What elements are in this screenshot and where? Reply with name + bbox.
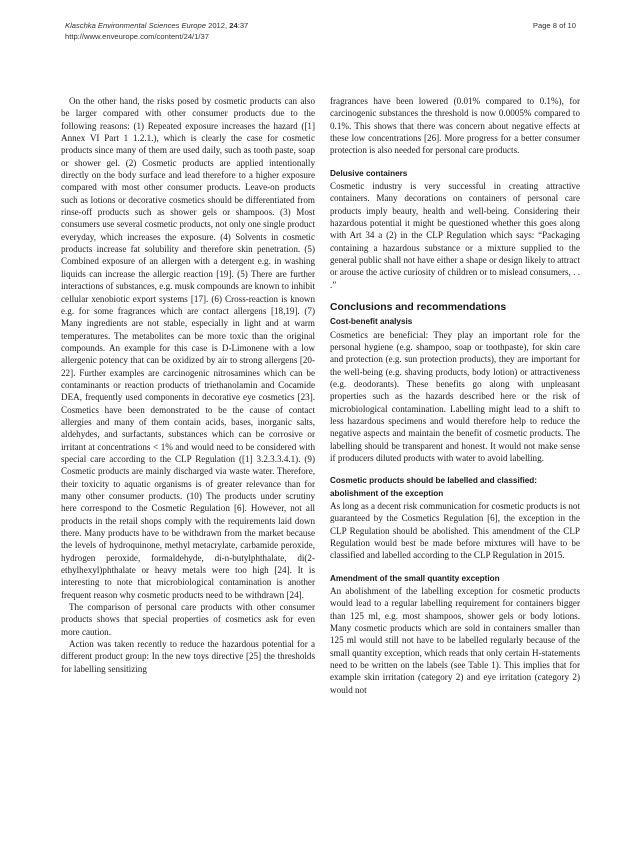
right-column: [330, 95, 580, 696]
paragraph-fragrances: fragrances have been lowered (0.01% compared to 0.1%), for carcinogenic substances the threshold is now 0.0005% compared to 0.1%. This shows that there was concern about negative effects at these low concentrations [26]. More progress for a better consumer protection is also needed for personal care products.: [330, 96, 580, 156]
heading-small-quantity: Amendment of the small quantity exception: [330, 573, 500, 583]
running-header: [65, 20, 576, 42]
heading-conclusions: Conclusions and recommendations: [330, 302, 507, 314]
heading-delusive-containers: Delusive containers: [330, 168, 408, 178]
page-number: Page 8 of 10: [532, 21, 576, 30]
heading-cost-benefit: Cost-benefit analysis: [330, 317, 413, 327]
heading-labelled-classified: Cosmetic products should be labelled and classified: abolishment of the exception: [330, 476, 538, 498]
journal-year: 2012,: [208, 21, 228, 30]
paragraph-small-quantity: An abolishment of the labelling exception for cosmetic products would lead to a regular labelling requirement for containers bigger than 125 ml, e.g. most shampoos, shower gels or body lotions. Many cosmetic products which are sold in containers smaller than 125 ml would still not have to be labelled regularly because of the small quantity exception, which reads that only certain H-statements need to be written on the labels (see Table 1). This implies that for example skin irritation (category 2) and eye irritation (category 2) would not: [330, 586, 580, 695]
journal-volume: 24: [229, 21, 238, 30]
paragraph-cost-benefit: Cosmetics are beneficial: They play an important role for the personal hygiene (e.g. shampoo, soap or toothpaste), for skin care and protection (e.g. sun protection products), they are important for the well-being (e.g. shaving products, body lotion) or attractiveness (e.g. deodorants). These benefits go along with unpleasant properties such as the hazards described here or the risk of microbiological contamination. Labelling might lead to a shift to less hazardous specimens and would therefore help to reduce the negative aspects and maintain the benefit of cosmetic products. The labelling should be transparent and honest. It would not make sense if producers diluted products with water to avoid labelling.: [330, 329, 580, 463]
paragraph-comparison: The comparison of personal care products with other consumer products shows that special properties of cosmetics ask for even more caution.: [61, 602, 315, 637]
header-citation: [65, 20, 248, 42]
article-url[interactable]: http://www.enveurope.com/content/24/1/37: [65, 32, 209, 41]
article-number: :37: [237, 21, 249, 30]
paragraph-delusive-containers: Cosmetic industry is very successful in creating attractive containers. Many decorations on containers of personal care products imply beauty, health and well-being. Considering their hazardous potential it might be questioned whether this goes along with Art 34 a (2) in the CLP Regulation which says: “Packaging containing a hazardous substance or a mixture supplied to the general public shall not have either a shape or design likely to attract or arouse the active curiosity of children or to mislead consumers, . . .”: [330, 181, 580, 290]
paragraph-action: Action was taken recently to reduce the hazardous potential for a different product group: In the new toys directive [25] the thresholds for labelling sensitizing: [61, 639, 315, 674]
paragraph-labelled-classified: As long as a decent risk communication for cosmetic products is not guaranteed by the Cosmetics Regulation [6], the exception in the CLP Regulation should be abolished. This amendment of the CLP Regulation would best be made before mixtures will have to be classified and labelled according to the CLP Regulation in 2015.: [330, 500, 580, 561]
journal-name: Klaschka Environmental Sciences Europe: [65, 21, 206, 30]
left-column: [61, 95, 315, 675]
paragraph-risks: On the other hand, the risks posed by cosmetic products can also be larger compared with other consumer products due to the following reasons: (1) Repeated exposure increases the hazard ([1] Annex VI Part 1 1.2.1.), which is clearly the case for cosmetic products since many of them are used daily, such as tooth paste, soap or shower gel. (2) Cosmetic products are applied intentionally directly on the body surface and lead therefore to a higher exposure compared with most other consumer products. Leave-on products such as lotions or decorative cosmetics should be differentiated from rinse-off products such as shower gels or shampoos. (3) Most consumers use several cosmetic products, not only one single product everyday, which increases the exposure. (4) Solvents in cosmetic products increase fat solubility and therefore skin penetration. (5) Combined exposure of an allergen with a detergent e.g. in washing liquids can increase the allergic reaction [19]. (5) There are further interactions of substances, e.g. musk compounds are known to inhibit cellular xenobiotic export systems [17]. (6) Cross-reaction is known e.g. for some fragrances which are contact allergens [18,19]. (7) Many ingredients are not stable, especially in light and at warm temperatures. The metabolites can be more toxic than the original compounds. An example for this case is D-Limonene with a low allergenic potency that can be oxidized by air to strong allergens [20-22]. Further examples are carcinogenic nitrosamines which can be contaminants or reaction products of triethanolamin and Cocamide DEA, frequently used components in decorative eye cosmetics [23]. Cosmetics have been demonstrated to be the cause of contact allergies and many of them contain acids, bases, inorganic salts, aldehydes, and surfactants, substances which can be corrosive or irritant at concentrations < 1% and would need to be considered with special care according to the CLP Regulation ([1] 3.2.3.3.4.1). (9) Cosmetic products are mainly discharged via waste water. Therefore, their toxicity to aquatic organisms is of greater relevance than for many other consumer products. (10) The products under scrutiny here correspond to the Cosmetic Regulation [6]. However, not all products in the retail shops comply with the requirements laid down there. Many products have to be withdrawn from the market because the levels of hydroquinone, methyl metacrylate, carbamide peroxide, hydrogen peroxide, formaldehyde, di-n-butylphthalate, di(2-ethylhexyl)phthalate or heavy metals were too high [24]. It is interesting to note that microbiological contamination is another frequent reason why cosmetic products need to be withdrawn [24].: [61, 96, 315, 600]
